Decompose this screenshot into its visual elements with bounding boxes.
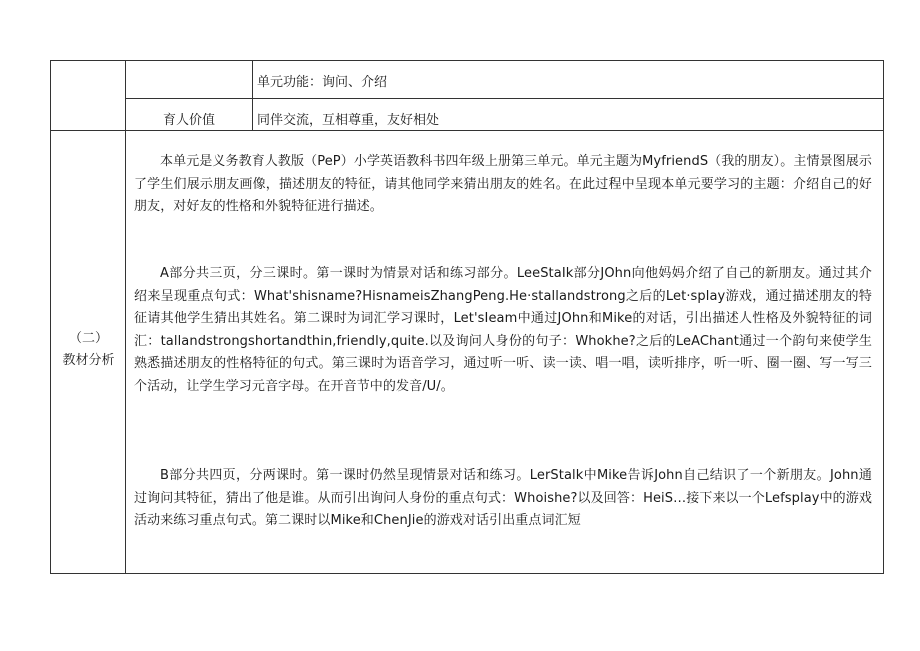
- table-border-top: [50, 60, 884, 61]
- row-divider-1: [125, 98, 883, 99]
- table-border-right: [883, 60, 884, 574]
- education-value-label: 育人价值: [163, 113, 216, 128]
- paragraph-part-b: B部分共四页，分两课时。第一课时仍然呈现情景对话和练习。LerStalk中Mike告诉John自己结识了一个新朋友。John通过询问其特征，猜出了他是谁。从而引出询问人身份的重点句式：Whoishe?以及回答：HeiS…接下来以一个Lefsplay中的游戏活动来练习重点句式。第二课时以Mike和ChenJie的游戏对话引出重点词汇短: [134, 468, 872, 528]
- table-border-bottom: [50, 573, 884, 574]
- table-border-left: [50, 60, 51, 574]
- section-title: 教材分析: [62, 353, 115, 368]
- column-divider-1: [125, 60, 126, 574]
- paragraph-intro: 本单元是义务教育人教版（PeP）小学英语教科书四年级上册第三单元。单元主题为MyfriendS（我的朋友）。主情景图展示了学生们展示朋友画像，描述朋友的特征，请其他同学来猜出朋友的姓名。在此过程中呈现本单元要学习的主题：介绍自己的好朋友，对好友的性格和外貌特征进行描述。: [134, 154, 872, 214]
- column-divider-2: [252, 60, 253, 130]
- unit-function-value: 单元功能：询问、介绍: [257, 75, 388, 90]
- section-number: （二）: [68, 331, 108, 346]
- paragraph-part-a: A部分共三页，分三课时。第一课时为情景对话和练习部分。LeeStaIk部分JOhn向他妈妈介绍了自己的新朋友。通过其介绍来呈现重点句式：What'shisname?HisnameisZhangPeng.He·stallandstrong之后的Let·splay游戏，通过描述朋友的特征请其他学生猜出其姓名。第二课时为词汇学习课时，Let'sIeam中通过JOhn和Mike的对话，引出描述人性格及外貌特征的词汇：tallandstrongshortandthin,friendly,quite.以及询问人身份的句子：Whokhe?之后的LeAChant通过一个韵句来使学生熟悉描述朋友的性格特征的句式。第三课时为语音学习，通过听一听、读一读、唱一唱，读听排序，听一听、圈一圈、写一写三个活动，让学生学习元音字母。在开音节中的发音/U/。: [134, 266, 872, 394]
- education-value-text: 同伴交流，互相尊重，友好相处: [257, 113, 440, 128]
- section-label: [51, 328, 126, 372]
